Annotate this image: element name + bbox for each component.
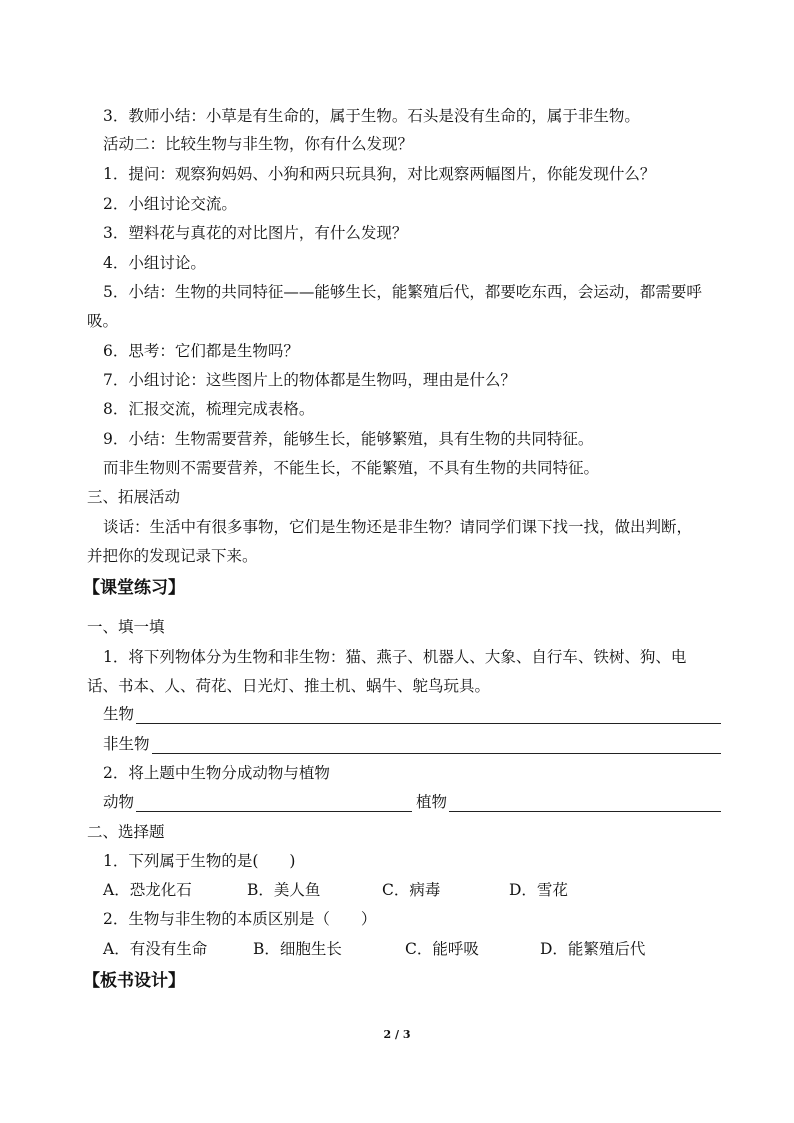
practice-heading: 【课堂练习】 bbox=[83, 578, 185, 598]
option-c[interactable]: C．能呼吸 bbox=[405, 940, 479, 958]
plant-label: 植物 bbox=[416, 793, 448, 811]
option-d[interactable]: D．能繁殖后代 bbox=[540, 940, 646, 958]
text-line: 5．小结：生物的共同特征——能够生长，能繁殖后代，都要吃东西，会运动，都需要呼 bbox=[103, 283, 702, 301]
living-answer-row bbox=[103, 704, 721, 724]
text-line: 谈话：生活中有很多事物，它们是生物还是非生物？请同学们课下找一找，做出判断， bbox=[103, 518, 693, 536]
text-line: 吸。 bbox=[87, 312, 119, 330]
text-line: 9．小结：生物需要营养，能够生长，能够繁殖，具有生物的共同特征。 bbox=[103, 430, 594, 448]
question-text: 1．将下列物体分为生物和非生物：猫、燕子、机器人、大象、自行车、铁树、狗、电 bbox=[103, 648, 687, 666]
text-line: 而非生物则不需要营养，不能生长，不能繁殖，不具有生物的共同特征。 bbox=[103, 459, 600, 477]
choice-options bbox=[103, 880, 721, 900]
text-line: 并把你的发现记录下来。 bbox=[87, 547, 258, 565]
text-line: 7．小组讨论：这些图片上的物体都是生物吗，理由是什么？ bbox=[103, 371, 516, 389]
page-number: 2 / 3 bbox=[383, 1028, 411, 1041]
text-line: 6．思考：它们都是生物吗？ bbox=[103, 342, 299, 360]
summary-line: 3．教师小结：小草是有生命的，属于生物。石头是没有生命的，属于非生物。 bbox=[103, 107, 640, 125]
nonliving-label: 非生物 bbox=[103, 735, 150, 753]
animal-answer-line[interactable] bbox=[136, 793, 412, 812]
activity-two-title: 活动二：比较生物与非生物，你有什么发现？ bbox=[103, 135, 414, 153]
option-c[interactable]: C．病毒 bbox=[382, 881, 441, 899]
choice-options bbox=[103, 939, 721, 959]
choice-question: 2．生物与非生物的本质区别是（ ） bbox=[103, 910, 377, 928]
animal-plant-row bbox=[103, 792, 721, 812]
question-text: 2．将上题中生物分成动物与植物 bbox=[103, 764, 330, 782]
living-label: 生物 bbox=[103, 705, 135, 723]
option-b[interactable]: B．细胞生长 bbox=[253, 940, 342, 958]
question-text: 话、书本、人、荷花、日光灯、推土机、蜗牛、鸵鸟玩具。 bbox=[87, 677, 491, 695]
text-line: 2．小组讨论交流。 bbox=[103, 195, 237, 213]
choice-question: 1．下列属于生物的是( ) bbox=[103, 852, 296, 870]
extension-title: 三、拓展活动 bbox=[87, 488, 181, 506]
nonliving-answer-line[interactable] bbox=[152, 735, 721, 754]
option-a[interactable]: A．有没有生命 bbox=[103, 940, 208, 958]
text-line: 4．小组讨论。 bbox=[103, 254, 206, 272]
option-b[interactable]: B．美人鱼 bbox=[247, 881, 321, 899]
nonliving-answer-row bbox=[103, 734, 721, 754]
text-line: 8．汇报交流，梳理完成表格。 bbox=[103, 400, 315, 418]
text-line: 3．塑料花与真花的对比图片，有什么发现？ bbox=[103, 224, 408, 242]
option-d[interactable]: D．雪花 bbox=[509, 881, 568, 899]
board-design-heading: 【板书设计】 bbox=[83, 971, 185, 991]
section-fill-title: 一、填一填 bbox=[87, 618, 165, 636]
option-a[interactable]: A．恐龙化石 bbox=[103, 881, 192, 899]
living-answer-line[interactable] bbox=[136, 705, 721, 724]
animal-label: 动物 bbox=[103, 793, 135, 811]
text-line: 1．提问：观察狗妈妈、小狗和两只玩具狗，对比观察两幅图片，你能发现什么？ bbox=[103, 165, 656, 183]
plant-answer-line[interactable] bbox=[449, 793, 721, 812]
section-choice-title: 二、选择题 bbox=[87, 823, 165, 841]
